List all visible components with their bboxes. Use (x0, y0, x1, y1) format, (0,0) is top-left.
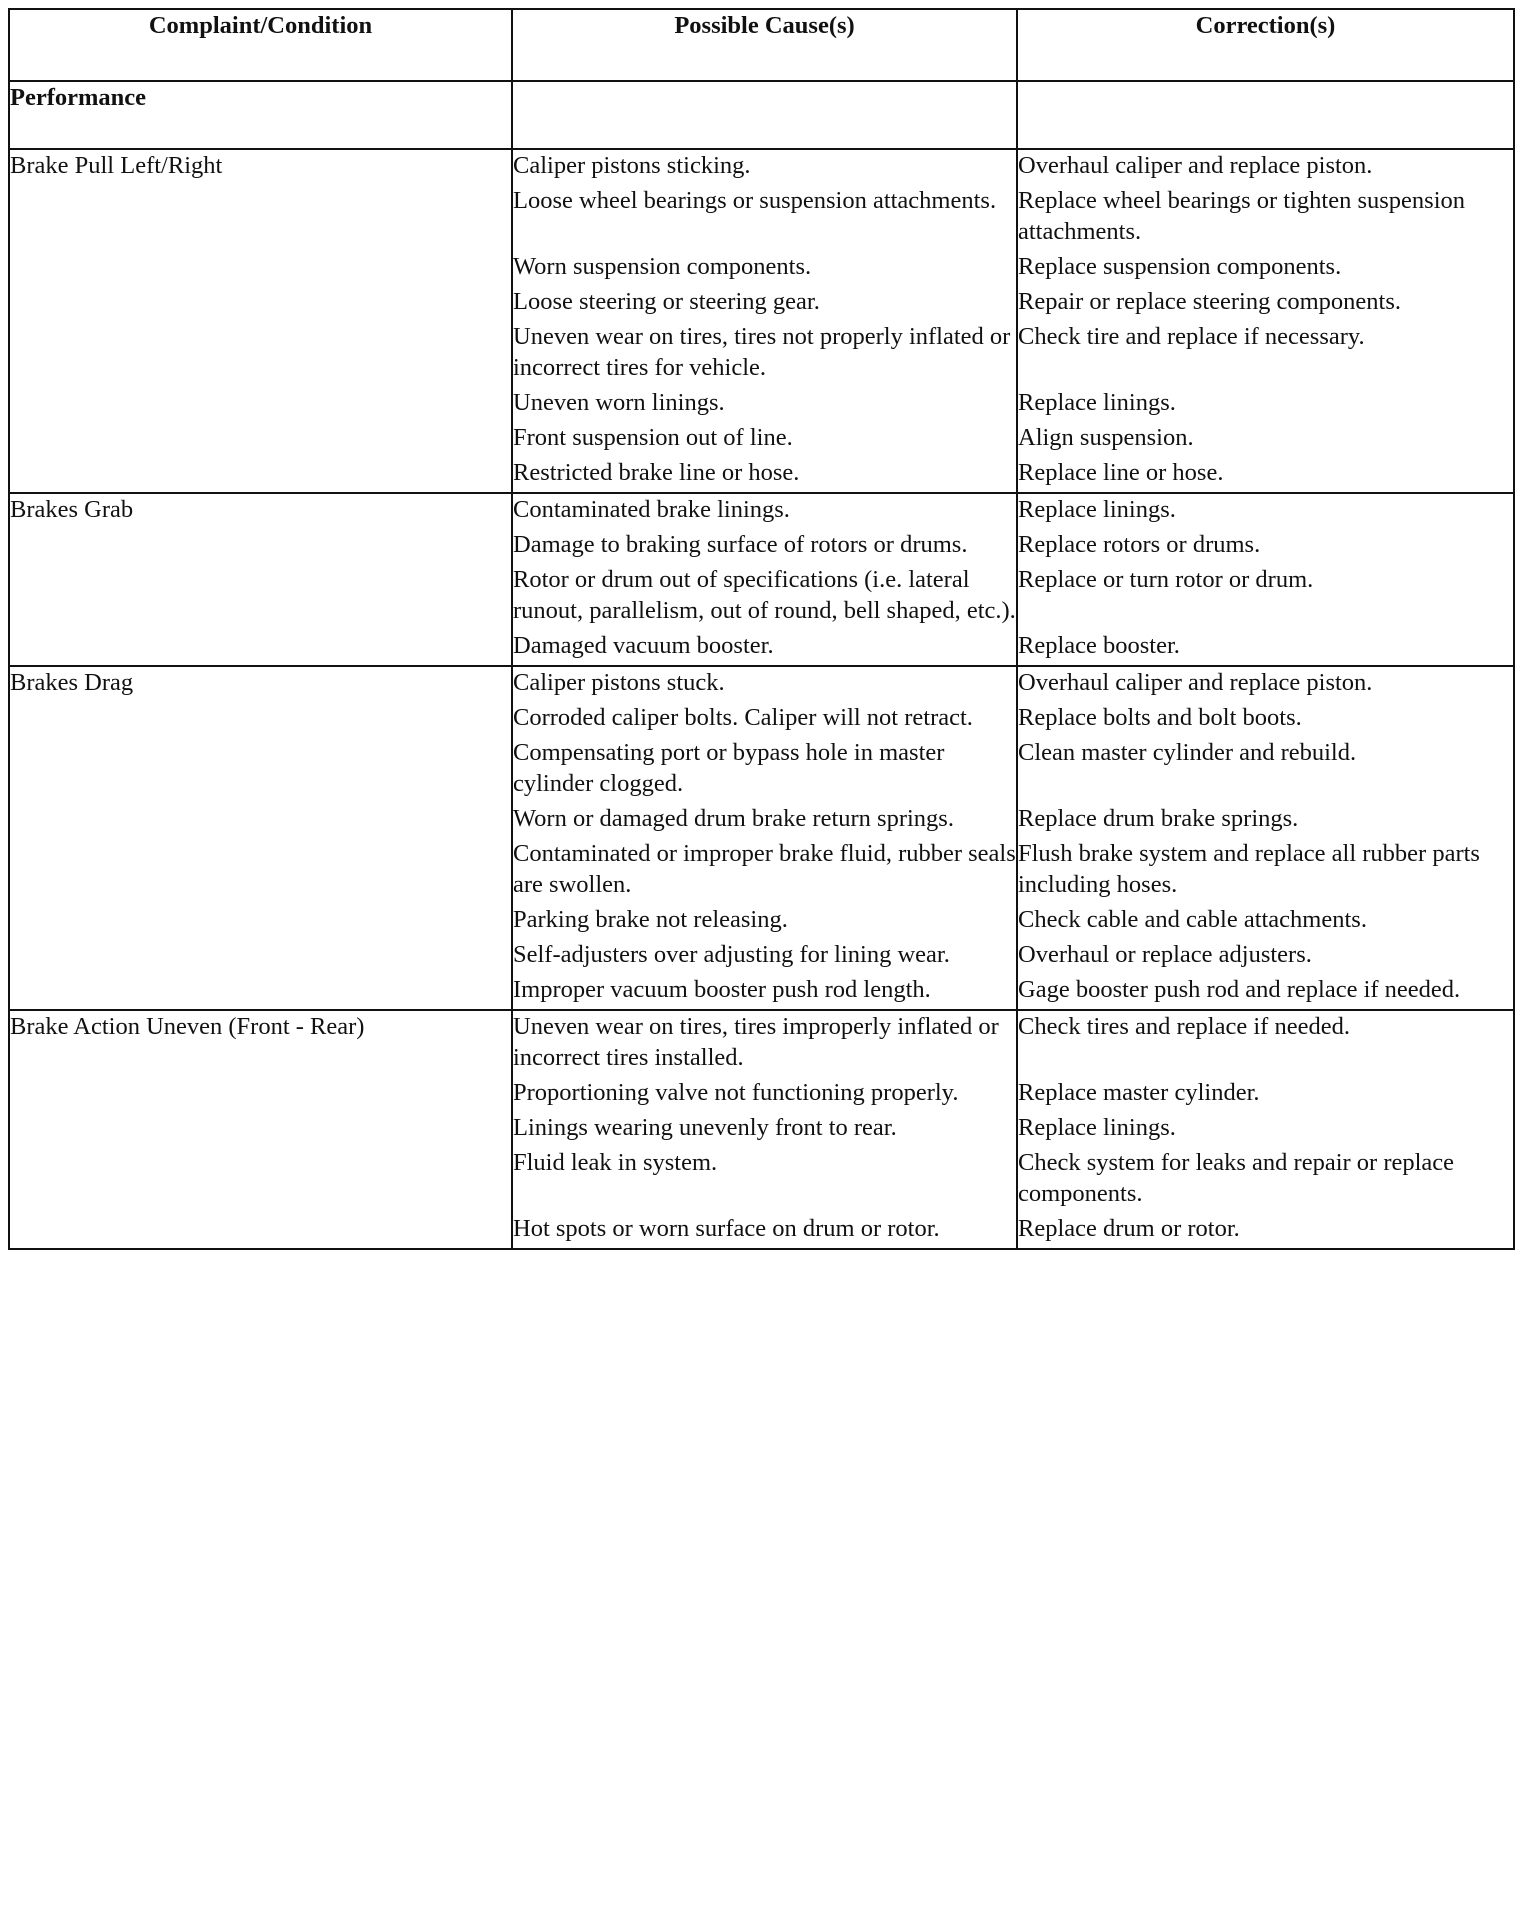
correction-cell (1017, 493, 1514, 666)
cause-item: Front suspension out of line. (513, 424, 793, 451)
cause-item: Parking brake not releasing. (513, 906, 788, 933)
table-header-row (9, 9, 1514, 81)
cause-item: Damaged vacuum booster. (513, 632, 774, 659)
cause-item: Corroded caliper bolts. Caliper will not retract. (513, 704, 973, 731)
cause-item: Fluid leak in system. (513, 1149, 718, 1176)
cause-item: Restricted brake line or hose. (513, 459, 800, 486)
cause-item: Caliper pistons stuck. (513, 669, 725, 696)
correction-item: Check tires and replace if needed. (1018, 1013, 1350, 1040)
cause-item: Contaminated brake linings. (513, 496, 790, 523)
table-row (9, 149, 1514, 493)
cause-item: Worn suspension components. (513, 253, 812, 280)
cause-item: Compensating port or bypass hole in master cylinder clogged. (513, 739, 945, 797)
cause-item: Loose steering or steering gear. (513, 288, 820, 315)
correction-item: Replace linings. (1018, 389, 1176, 416)
correction-cell (1017, 149, 1514, 493)
section-empty-correction (1017, 81, 1514, 149)
section-label: Performance (9, 81, 512, 149)
condition-text: Brake Pull Left/Right (10, 152, 223, 179)
cause-item: Damage to braking surface of rotors or drums. (513, 531, 968, 558)
correction-item: Flush brake system and replace all rubber parts including hoses. (1018, 840, 1480, 898)
correction-cell (1017, 666, 1514, 1010)
correction-item: Replace bolts and bolt boots. (1018, 704, 1302, 731)
correction-item: Check tire and replace if necessary. (1018, 323, 1365, 350)
condition-cell (9, 149, 512, 493)
cause-cell (512, 149, 1017, 493)
correction-item: Replace booster. (1018, 632, 1180, 659)
cause-item: Uneven worn linings. (513, 389, 725, 416)
correction-item: Overhaul caliper and replace piston. (1018, 669, 1373, 696)
correction-cell (1017, 1010, 1514, 1249)
condition-text: Brake Action Uneven (Front - Rear) (10, 1013, 365, 1040)
condition-text: Brakes Drag (10, 669, 134, 696)
cause-item: Rotor or drum out of specifications (i.e. lateral runout, parallelism, out of round, bell shaped, etc.). (513, 566, 1016, 624)
correction-item: Replace linings. (1018, 1114, 1176, 1141)
cause-item: Loose wheel bearings or suspension attachments. (513, 187, 997, 214)
cause-item: Self-adjusters over adjusting for lining wear. (513, 941, 950, 968)
correction-item: Clean master cylinder and rebuild. (1018, 739, 1357, 766)
correction-item: Align suspension. (1018, 424, 1194, 451)
correction-item: Repair or replace steering components. (1018, 288, 1402, 315)
cause-item: Uneven wear on tires, tires improperly inflated or incorrect tires installed. (513, 1013, 999, 1071)
cause-item: Worn or damaged drum brake return springs. (513, 805, 954, 832)
table-row (9, 1010, 1514, 1249)
correction-item: Replace suspension components. (1018, 253, 1342, 280)
cause-item: Uneven wear on tires, tires not properly inflated or incorrect tires for vehicle. (513, 323, 1011, 381)
section-empty-cause (512, 81, 1017, 149)
correction-item: Replace linings. (1018, 496, 1176, 523)
condition-cell (9, 666, 512, 1010)
correction-item: Overhaul or replace adjusters. (1018, 941, 1312, 968)
condition-cell (9, 493, 512, 666)
cause-item: Contaminated or improper brake fluid, rubber seals are swollen. (513, 840, 1016, 898)
cause-cell (512, 666, 1017, 1010)
table-row (9, 666, 1514, 1010)
cause-item: Caliper pistons sticking. (513, 152, 751, 179)
condition-text: Brakes Grab (10, 496, 134, 523)
correction-item: Replace or turn rotor or drum. (1018, 566, 1314, 593)
condition-cell (9, 1010, 512, 1249)
cause-item: Linings wearing unevenly front to rear. (513, 1114, 897, 1141)
correction-item: Check system for leaks and repair or replace components. (1018, 1149, 1455, 1207)
cause-item: Proportioning valve not functioning properly. (513, 1079, 959, 1106)
correction-item: Replace wheel bearings or tighten suspension attachments. (1018, 187, 1466, 245)
cause-cell (512, 493, 1017, 666)
correction-item: Replace rotors or drums. (1018, 531, 1261, 558)
correction-item: Replace drum brake springs. (1018, 805, 1299, 832)
correction-item: Replace line or hose. (1018, 459, 1224, 486)
troubleshooting-table (8, 8, 1515, 1250)
header-complaint: Complaint/Condition (9, 9, 512, 81)
correction-item: Check cable and cable attachments. (1018, 906, 1367, 933)
correction-item: Replace master cylinder. (1018, 1079, 1260, 1106)
correction-item: Replace drum or rotor. (1018, 1215, 1240, 1242)
header-cause: Possible Cause(s) (512, 9, 1017, 81)
correction-item: Gage booster push rod and replace if needed. (1018, 976, 1461, 1003)
correction-item: Overhaul caliper and replace piston. (1018, 152, 1373, 179)
section-row (9, 81, 1514, 149)
header-correction: Correction(s) (1017, 9, 1514, 81)
cause-item: Hot spots or worn surface on drum or rotor. (513, 1215, 940, 1242)
cause-item: Improper vacuum booster push rod length. (513, 976, 931, 1003)
table-row (9, 493, 1514, 666)
cause-cell (512, 1010, 1017, 1249)
